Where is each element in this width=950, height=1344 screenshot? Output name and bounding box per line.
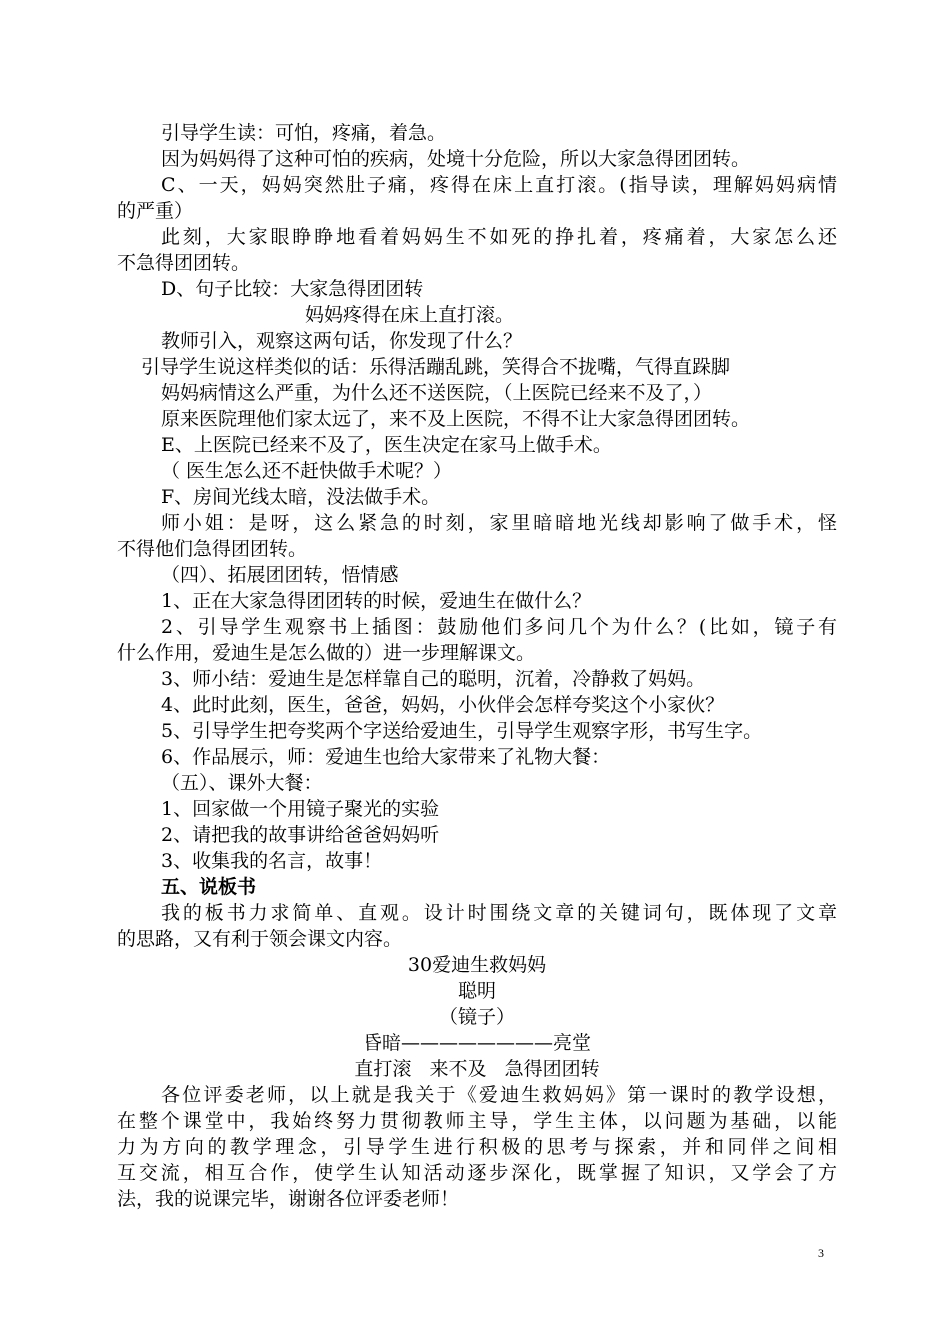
text-line: 不得他们急得团团转。 xyxy=(117,538,308,560)
section-heading: （四）、拓展团团转，悟情感 xyxy=(161,564,399,586)
list-item: 2、引导学生观察书上插图：鼓励他们多问几个为什么？(比如，镜子有 xyxy=(161,616,837,638)
section-heading: （五）、课外大餐： xyxy=(161,772,323,794)
board-line: 直打滚 来不及 急得团团转 xyxy=(354,1058,600,1080)
text-line: 此刻，大家眼睁睁地看着妈妈生不如死的挣扎着，疼痛着，大家怎么还 xyxy=(161,226,837,248)
list-item: 2、请把我的故事讲给爸爸妈妈听 xyxy=(161,824,440,846)
text-line: 不急得团团转。 xyxy=(117,252,251,274)
text-line: C、一天，妈妈突然肚子痛，疼得在床上直打滚。(指导读，理解妈妈病情 xyxy=(161,174,837,196)
text-line: 妈妈病情这么严重，为什么还不送医院，（上医院已经来不及了，） xyxy=(161,382,713,404)
text-line: 原来医院理他们家太远了，来不及上医院，不得不让大家急得团团转。 xyxy=(161,408,751,430)
text-line: F、房间光线太暗，没法做手术。 xyxy=(161,486,441,508)
text-line: 什么作用，爱迪生是怎么做的）进一步理解课文。 xyxy=(117,642,536,664)
board-line: 昏暗————————亮堂 xyxy=(362,1032,591,1054)
text-line: 我的板书力求简单、直观。设计时围绕文章的关键词句，既体现了文章 xyxy=(161,902,837,924)
text-line: 力为方向的教学理念，引导学生进行积极的思考与探索，并和同伴之间相 xyxy=(117,1136,837,1158)
board-line: （镜子） xyxy=(438,1006,515,1028)
text-line: 妈妈疼得在床上直打滚。 xyxy=(305,304,515,326)
list-item: 3、收集我的名言，故事！ xyxy=(161,850,383,872)
list-item: 5、引导学生把夸奖两个字送给爱迪生，引导学生观察字形，书写生字。 xyxy=(161,720,763,742)
text-line: 师小姐：是呀，这么紧急的时刻，家里暗暗地光线却影响了做手术，怪 xyxy=(161,512,837,534)
text-line: 的思路，又有利于领会课文内容。 xyxy=(117,928,403,950)
list-item: 6、作品展示，师：爱迪生也给大家带来了礼物大餐： xyxy=(161,746,611,768)
board-title: 30爱迪生救妈妈 xyxy=(407,954,547,976)
text-line: 引导学生读：可怕，疼痛，着急。 xyxy=(161,122,447,144)
text-line: （ 医生怎么还不赶快做手术呢？） xyxy=(161,460,453,482)
text-line: D、句子比较：大家急得团团转 xyxy=(161,278,424,300)
text-line: 引导学生说这样类似的话：乐得活蹦乱跳，笑得合不拢嘴，气得直跺脚 xyxy=(141,356,731,378)
text-line: 的严重） xyxy=(117,200,194,222)
text-line: 互交流，相互合作，使学生认知活动逐步深化，既掌握了知识，又学会了方 xyxy=(117,1162,837,1184)
section-heading: 五、说板书 xyxy=(161,876,257,898)
text-line: 教师引入，观察这两句话，你发现了什么？ xyxy=(161,330,523,352)
text-line: 在整个课堂中，我始终努力贯彻教师主导，学生主体，以问题为基础，以能 xyxy=(117,1110,837,1132)
page-number: 3 xyxy=(818,1246,824,1260)
list-item: 1、回家做一个用镜子聚光的实验 xyxy=(161,798,440,820)
list-item: 3、师小结：爱迪生是怎样靠自己的聪明，沉着，冷静救了妈妈。 xyxy=(161,668,706,690)
text-line: 各位评委老师，以上就是我关于《爱迪生救妈妈》第一课时的教学设想， xyxy=(161,1084,837,1106)
board-line: 聪明 xyxy=(457,980,496,1002)
text-line: E、上医院已经来不及了，医生决定在家马上做手术。 xyxy=(161,434,612,456)
list-item: 4、此时此刻，医生，爸爸，妈妈，小伙伴会怎样夸奖这个小家伙？ xyxy=(161,694,725,716)
text-line: 法，我的说课完毕，谢谢各位评委老师！ xyxy=(117,1188,460,1210)
text-line: 因为妈妈得了这种可怕的疾病，处境十分危险，所以大家急得团团转。 xyxy=(161,148,751,170)
list-item: 1、正在大家急得团团转的时候，爱迪生在做什么？ xyxy=(161,590,592,612)
